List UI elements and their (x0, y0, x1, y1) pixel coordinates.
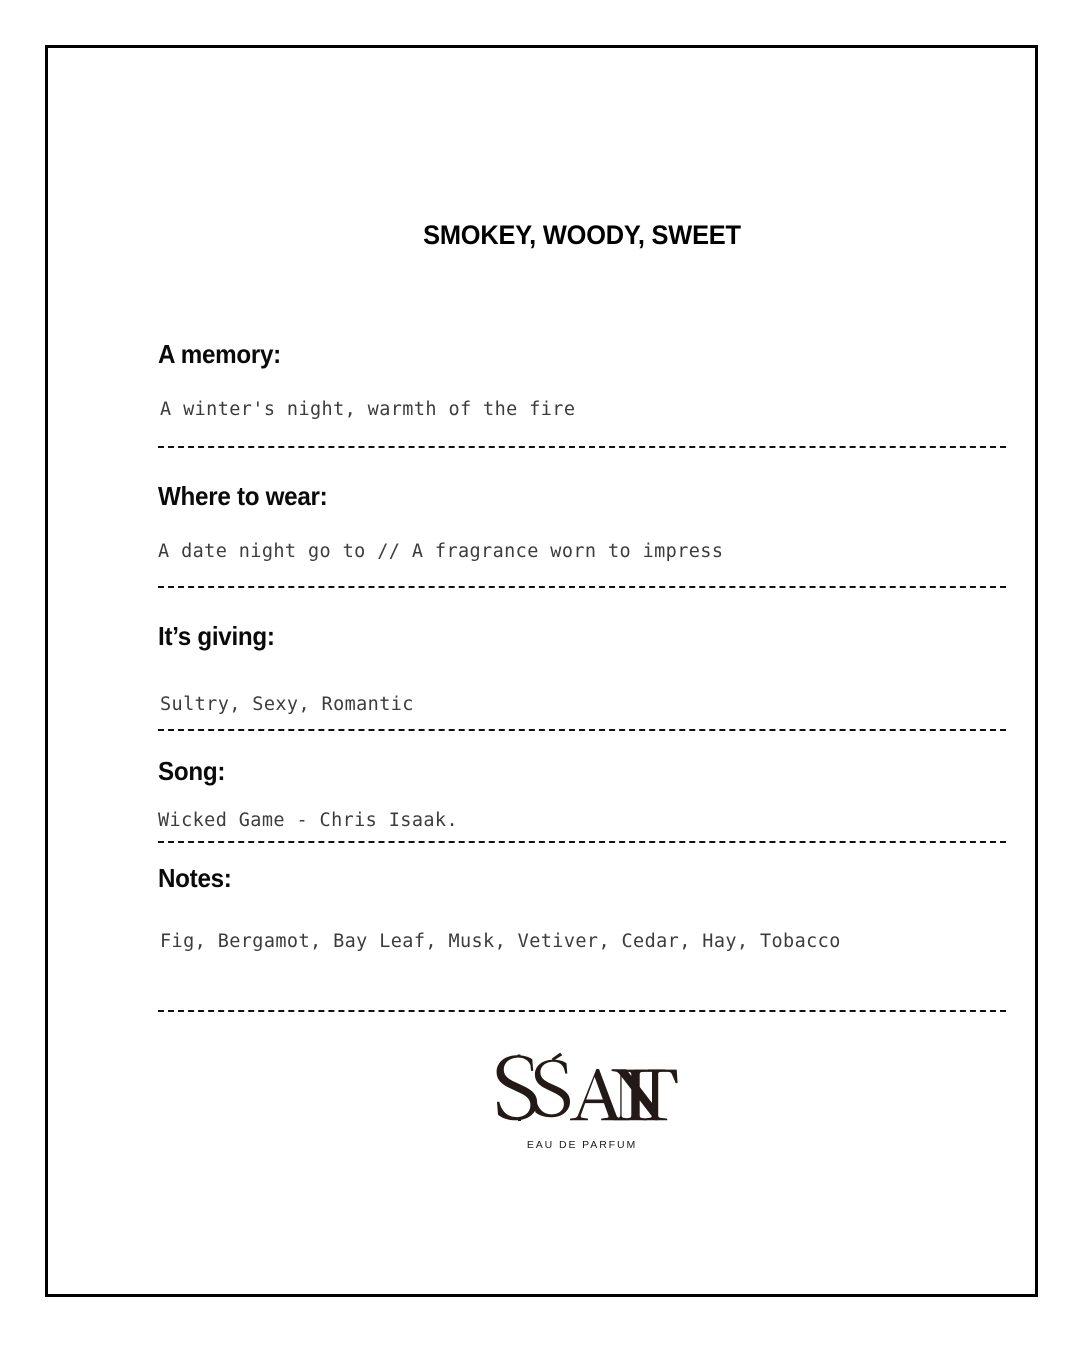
section-a-memory (158, 251, 1006, 420)
section-heading: It’s giving: (158, 621, 275, 651)
section-body-text: A winter's night, warmth of the fire (160, 399, 576, 420)
section-heading: Notes: (158, 863, 232, 893)
section-list (158, 251, 1006, 1012)
section-heading: A memory: (158, 339, 281, 369)
section-heading: Song: (158, 756, 226, 786)
page-title: SMOKEY, WOODY, SWEET (423, 220, 741, 250)
section-body-text: A date night go to // A fragrance worn to impress (158, 541, 724, 562)
brand-logo (486, 1052, 678, 1126)
section-where-to-wear (158, 448, 1006, 562)
card-border-frame (45, 45, 1038, 1297)
section-body-text: Wicked Game - Chris Isaak. (158, 810, 458, 831)
section-body-text: Sultry, Sexy, Romantic (160, 694, 414, 715)
brand-footer (158, 1012, 1006, 1151)
ssaint-wordmark-icon (486, 1052, 678, 1126)
brand-tagline: EAU DE PARFUM (526, 1139, 638, 1151)
section-song (158, 731, 1006, 831)
section-notes (158, 843, 1006, 952)
section-its-giving (158, 588, 1006, 715)
card-content (158, 96, 1006, 1242)
section-body-text: Fig, Bergamot, Bay Leaf, Musk, Vetiver, Cedar, Hay, Tobacco (160, 931, 841, 952)
section-heading: Where to wear: (158, 481, 328, 511)
